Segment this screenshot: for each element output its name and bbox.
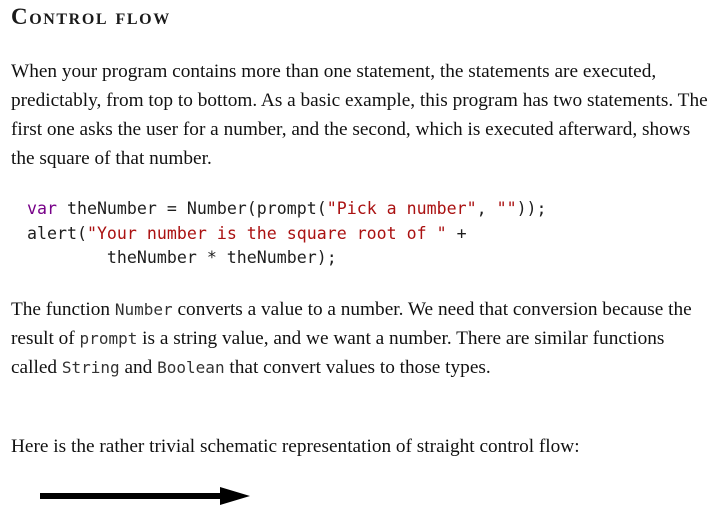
code-string: "" xyxy=(496,199,517,218)
code-string: "Pick a number" xyxy=(326,199,477,218)
text: The function xyxy=(11,299,115,320)
inline-code: prompt xyxy=(79,329,138,348)
inline-code: Number xyxy=(114,300,173,319)
right-arrow-icon xyxy=(40,484,252,508)
intro-paragraph: When your program contains more than one statement, the statements are executed, predictably, from top to bottom. As a basic example, this program has two statements. The first one asks the user for a number, and the second, which is executed afterward, shows the square of that number. xyxy=(11,61,708,169)
code-text: theNumber * theNumber); xyxy=(27,248,337,267)
explanation-paragraph xyxy=(11,295,711,382)
inline-code: Boolean xyxy=(157,358,225,377)
text: that convert values to those types. xyxy=(224,357,491,378)
code-block xyxy=(27,197,547,271)
code-text: theNumber = Number(prompt( xyxy=(56,199,327,218)
code-text: + xyxy=(446,223,467,243)
code-string: "Your number is the square root of " xyxy=(86,223,447,243)
section-heading: Control flow xyxy=(11,4,171,29)
text: and xyxy=(119,357,158,378)
code-keyword: var xyxy=(27,199,57,218)
text: converts a value to a number. We need that conversion because the result of xyxy=(11,299,692,349)
schematic-paragraph: Here is the rather trivial schematic representation of straight control flow: xyxy=(11,436,580,457)
code-text: alert( xyxy=(27,223,87,243)
text: is a string value, and we want a number. There are similar functions called xyxy=(11,328,665,378)
code-text: )); xyxy=(516,199,547,218)
code-text: , xyxy=(476,199,497,218)
inline-code: String xyxy=(61,358,120,377)
